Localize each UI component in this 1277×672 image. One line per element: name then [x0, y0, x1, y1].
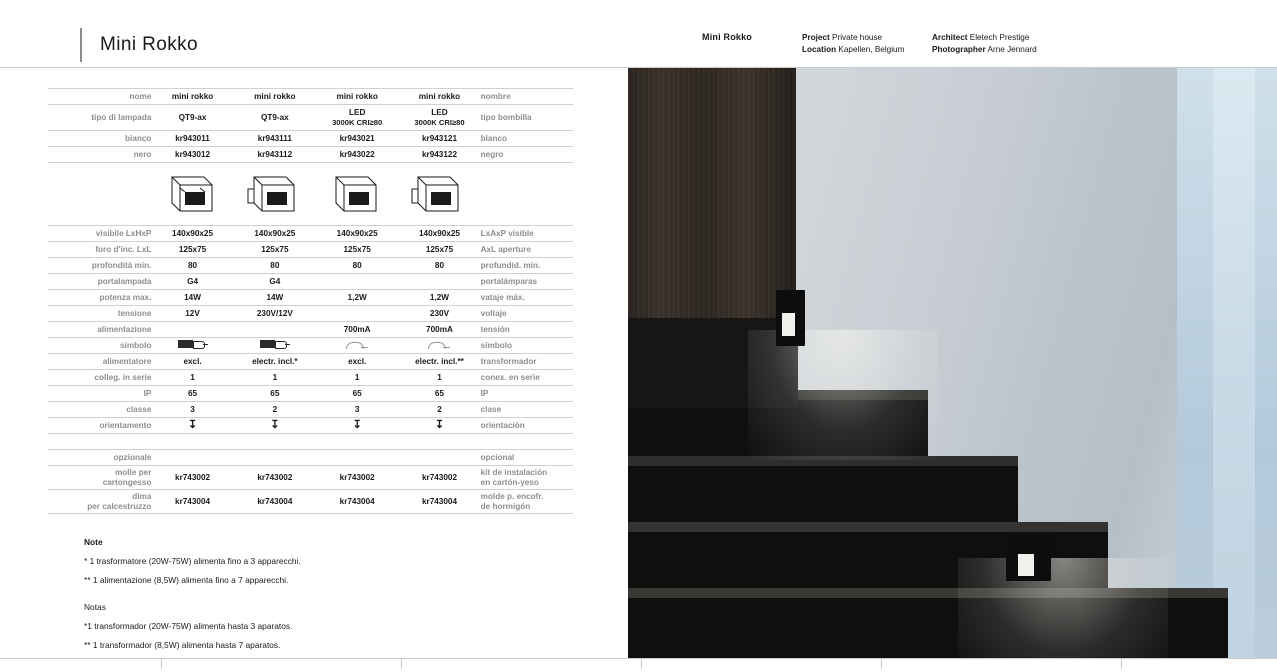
cell-value: kr943012 [151, 147, 233, 163]
cell-value: electr. incl.* [234, 354, 316, 370]
optional-label-line2: en cartón-yeso [480, 477, 539, 487]
cell-value: G4 [151, 274, 233, 290]
row-label-es: negro [481, 147, 573, 163]
product-drawings-row [48, 163, 573, 226]
cell-value: kr743004 [234, 490, 316, 514]
header-project-block [802, 32, 904, 56]
cell-value: 3 [151, 402, 233, 418]
row-label-it: nero [48, 147, 151, 163]
cell-value: 65 [316, 386, 398, 402]
row-label-es: portalámparas [481, 274, 573, 290]
notes-line-2-es: ** 1 transformador (8,5W) alimenta hasta 7 aparatos. [84, 640, 281, 650]
cell-value: 125x75 [316, 242, 398, 258]
table-row [48, 386, 573, 402]
architect-value: Eletech Prestige [969, 33, 1030, 42]
photographer-label: Photographer [932, 45, 986, 54]
notes-title-it: Note [84, 537, 103, 547]
cell-value: kr743002 [234, 466, 316, 490]
notes-line-1-it: * 1 trasformatore (20W-75W) alimenta fino a 3 apparecchi. [84, 556, 301, 566]
cell-value: 14W [151, 290, 233, 306]
page-title-group [80, 28, 198, 62]
notes-line-2-it: ** 1 alimentazione (8,5W) alimenta fino a 7 apparecchi. [84, 575, 289, 585]
row-label-es: conex. en serie [481, 370, 573, 386]
cell-value: 230V [398, 306, 480, 322]
row-label-es: tipo bombilla [481, 105, 573, 131]
cell-value: 140x90x25 [151, 226, 233, 242]
table-row [48, 322, 573, 338]
notes-spanish [84, 598, 292, 655]
optional-label-line2: de hormigón [480, 501, 531, 511]
optional-row-label-es [481, 490, 573, 514]
row-label-es: transformador [481, 354, 573, 370]
cell-value: 65 [151, 386, 233, 402]
table-row [48, 290, 573, 306]
optional-row-label-it [48, 466, 151, 490]
optional-spacer [316, 450, 398, 466]
title-rule [80, 28, 82, 62]
cell-value: 1 [151, 370, 233, 386]
specification-table [48, 88, 573, 514]
footer-tick [881, 659, 882, 669]
product-drawing-cell [151, 163, 233, 226]
cell-symbol [151, 338, 233, 354]
cell-symbol [151, 418, 233, 434]
optional-label-line1: dima [132, 491, 152, 501]
row-label-es: IP [481, 386, 573, 402]
optional-row-label-es [481, 466, 573, 490]
optional-label-it: opzionale [48, 450, 151, 466]
photo-glow-lower [958, 558, 1168, 658]
cell-symbol [316, 338, 398, 354]
row-label-it: tensione [48, 306, 151, 322]
product-drawing-icon [322, 163, 392, 225]
page-title: Mini Rokko [100, 34, 198, 55]
photo-blue-panel-inner [1213, 68, 1255, 658]
table-row [48, 147, 573, 163]
cell-value: 65 [398, 386, 480, 402]
arrow-down-icon: ↧ [352, 419, 362, 431]
photo-luminaire-lower-light [1018, 554, 1034, 576]
notes-line-1-es: *1 transformador (20W-75W) alimenta hasta 3 aparatos. [84, 621, 293, 631]
optional-label-line1: molde p. encofr. [480, 491, 544, 501]
cell-value: 140x90x25 [316, 226, 398, 242]
cell-value: electr. incl.** [398, 354, 480, 370]
cell-value: 125x75 [151, 242, 233, 258]
cell-value: 3 [316, 402, 398, 418]
table-row [48, 274, 573, 290]
cell-value: mini rokko [234, 89, 316, 105]
cell-value [316, 274, 398, 290]
row-label-it: bianco [48, 131, 151, 147]
product-drawing-cell [398, 163, 480, 226]
footer-tick [641, 659, 642, 669]
cell-value: excl. [316, 354, 398, 370]
cell-value: kr743002 [151, 466, 233, 490]
row-label-es: voltaje [481, 306, 573, 322]
cell-symbol [316, 418, 398, 434]
cell-value: kr743004 [316, 490, 398, 514]
cell-value: 65 [234, 386, 316, 402]
project-photo [628, 68, 1277, 658]
cell-value: 80 [151, 258, 233, 274]
arrow-down-icon: ↧ [270, 419, 280, 431]
row-label-es: orientación [481, 418, 573, 434]
cell-value [234, 322, 316, 338]
table-gap-cell [48, 434, 573, 450]
location-label: Location [802, 45, 837, 54]
notes-italian [84, 533, 301, 590]
cell-value: LED [348, 108, 366, 117]
cell-value: kr943022 [316, 147, 398, 163]
row-label-it: potenza max. [48, 290, 151, 306]
table-row [48, 226, 573, 242]
table-row [48, 354, 573, 370]
page-header [0, 0, 1277, 68]
optional-label-line1: kit de instalación [480, 467, 548, 477]
led-driver-icon [428, 340, 450, 348]
cell-value: 80 [234, 258, 316, 274]
cell-value: 14W [234, 290, 316, 306]
luminaire-drawing-svg [322, 163, 392, 225]
row-label-es: profundid. min. [481, 258, 573, 274]
optional-spacer [398, 450, 480, 466]
table-row [48, 402, 573, 418]
header-credits-block [932, 32, 1037, 56]
row-label-it: orientamento [48, 418, 151, 434]
row-label-it: classe [48, 402, 151, 418]
footer-tick [1121, 659, 1122, 669]
cell-value: 700mA [398, 322, 480, 338]
footer-tick [401, 659, 402, 669]
project-value: Private house [832, 33, 883, 42]
row-label-es: AxL aperture [481, 242, 573, 258]
architect-label: Architect [932, 33, 968, 42]
photographer-value: Arne Jennard [987, 45, 1037, 54]
cell-value-group [234, 105, 316, 131]
cell-value: kr943011 [151, 131, 233, 147]
cell-value: 1,2W [316, 290, 398, 306]
cell-value [398, 274, 480, 290]
optional-label-line1: molle per [114, 467, 152, 477]
cell-value: 2 [234, 402, 316, 418]
table-row [48, 105, 573, 131]
row-label-it: profondità min. [48, 258, 151, 274]
cell-value: kr743002 [398, 466, 480, 490]
row-label-it: colleg. in serie [48, 370, 151, 386]
cell-value: G4 [234, 274, 316, 290]
notes-title-es: Notas [84, 602, 106, 612]
cell-value: excl. [151, 354, 233, 370]
cell-value: 80 [398, 258, 480, 274]
cell-value: 125x75 [398, 242, 480, 258]
table-row [48, 131, 573, 147]
cell-value: QT9-ax [178, 112, 207, 122]
transformer-icon [178, 340, 208, 348]
row-label-es: nombre [481, 89, 573, 105]
cell-value: kr743004 [151, 490, 233, 514]
optional-label-es: opcional [481, 450, 573, 466]
cell-value: 140x90x25 [234, 226, 316, 242]
cell-value: kr943111 [234, 131, 316, 147]
row-label-es: clase [481, 402, 573, 418]
table-row [48, 306, 573, 322]
footer-tick [161, 659, 162, 669]
cell-value: kr743004 [398, 490, 480, 514]
row-label-it: portalampada [48, 274, 151, 290]
cell-symbol [398, 338, 480, 354]
table-row-orientation [48, 418, 573, 434]
cell-value: kr943021 [316, 131, 398, 147]
cell-symbol [398, 418, 480, 434]
cell-value-group [398, 105, 480, 131]
cell-value: mini rokko [316, 89, 398, 105]
row-label-it: nome [48, 89, 151, 105]
cell-symbol [234, 338, 316, 354]
cell-value [316, 306, 398, 322]
page-footer-rule [0, 658, 1277, 672]
cell-value: 1 [234, 370, 316, 386]
luminaire-drawing-svg [240, 163, 310, 225]
row-label-it: alimentazione [48, 322, 151, 338]
photo-stair-3-top [628, 522, 1108, 532]
cell-value [151, 322, 233, 338]
product-drawing-cell [316, 163, 398, 226]
cell-value: kr743002 [316, 466, 398, 490]
product-drawing-icon [158, 163, 228, 225]
optional-label-line2: cartongesso [102, 477, 152, 487]
photo-glow-upper [748, 330, 938, 460]
table-row-optional [48, 490, 573, 514]
optional-header-row [48, 450, 573, 466]
table-row [48, 242, 573, 258]
cell-value: 125x75 [234, 242, 316, 258]
optional-label-line2: per calcestruzzo [87, 501, 152, 511]
cell-value: QT9-ax [260, 112, 289, 122]
photo-luminaire-upper-light [782, 313, 795, 336]
table-row [48, 258, 573, 274]
optional-row-label-it [48, 490, 151, 514]
row-label-es: LxAxP visible [481, 226, 573, 242]
cell-value: 1 [398, 370, 480, 386]
row-label-it: foro d'inc. LxL [48, 242, 151, 258]
luminaire-drawing-svg [158, 163, 228, 225]
cell-value: 140x90x25 [398, 226, 480, 242]
cell-value: 1,2W [398, 290, 480, 306]
row-label-it: visibile LxHxP [48, 226, 151, 242]
cell-value-group [151, 105, 233, 131]
cell-value-group [316, 105, 398, 131]
cell-value: 2 [398, 402, 480, 418]
row-label-es: vataje máx. [481, 290, 573, 306]
cell-value: 230V/12V [234, 306, 316, 322]
project-label: Project [802, 33, 830, 42]
cell-value: mini rokko [151, 89, 233, 105]
table-row-optional [48, 466, 573, 490]
row-label-es: tensión [481, 322, 573, 338]
table-row-symbols [48, 338, 573, 354]
cell-subvalue: 3000K CRI≥80 [332, 118, 383, 127]
cell-value: kr943121 [398, 131, 480, 147]
arrow-down-icon: ↧ [434, 419, 445, 431]
cell-subvalue: 3000K CRI≥80 [414, 118, 465, 127]
header-product-name: Mini Rokko [702, 32, 753, 42]
row-label-it: simbolo [48, 338, 151, 354]
cell-value: 12V [151, 306, 233, 322]
led-driver-icon [346, 340, 368, 348]
cell-value: kr943112 [234, 147, 316, 163]
transformer-icon [260, 340, 290, 348]
location-value: Kapellen, Belgium [838, 45, 905, 54]
cell-value: LED [431, 108, 448, 117]
row-label-it: alimentatore [48, 354, 151, 370]
luminaire-drawing-svg [404, 163, 474, 225]
cell-value: mini rokko [398, 89, 480, 105]
row-label-it: IP [48, 386, 151, 402]
arrow-down-icon: ↧ [187, 419, 198, 431]
row-label-es: blanco [481, 131, 573, 147]
optional-spacer [151, 450, 233, 466]
table-row [48, 89, 573, 105]
drawings-spacer-right [481, 163, 573, 226]
optional-spacer [234, 450, 316, 466]
cell-value: 80 [316, 258, 398, 274]
table-row [48, 370, 573, 386]
row-label-es: símbolo [481, 338, 573, 354]
row-label-it: tipo di lampada [48, 105, 151, 131]
cell-value: kr943122 [398, 147, 480, 163]
cell-symbol [234, 418, 316, 434]
product-drawing-icon [404, 163, 474, 225]
product-drawing-cell [234, 163, 316, 226]
product-drawing-icon [240, 163, 310, 225]
table-gap [48, 434, 573, 450]
cell-value: 700mA [316, 322, 398, 338]
drawings-spacer-left [48, 163, 151, 226]
cell-value: 1 [316, 370, 398, 386]
